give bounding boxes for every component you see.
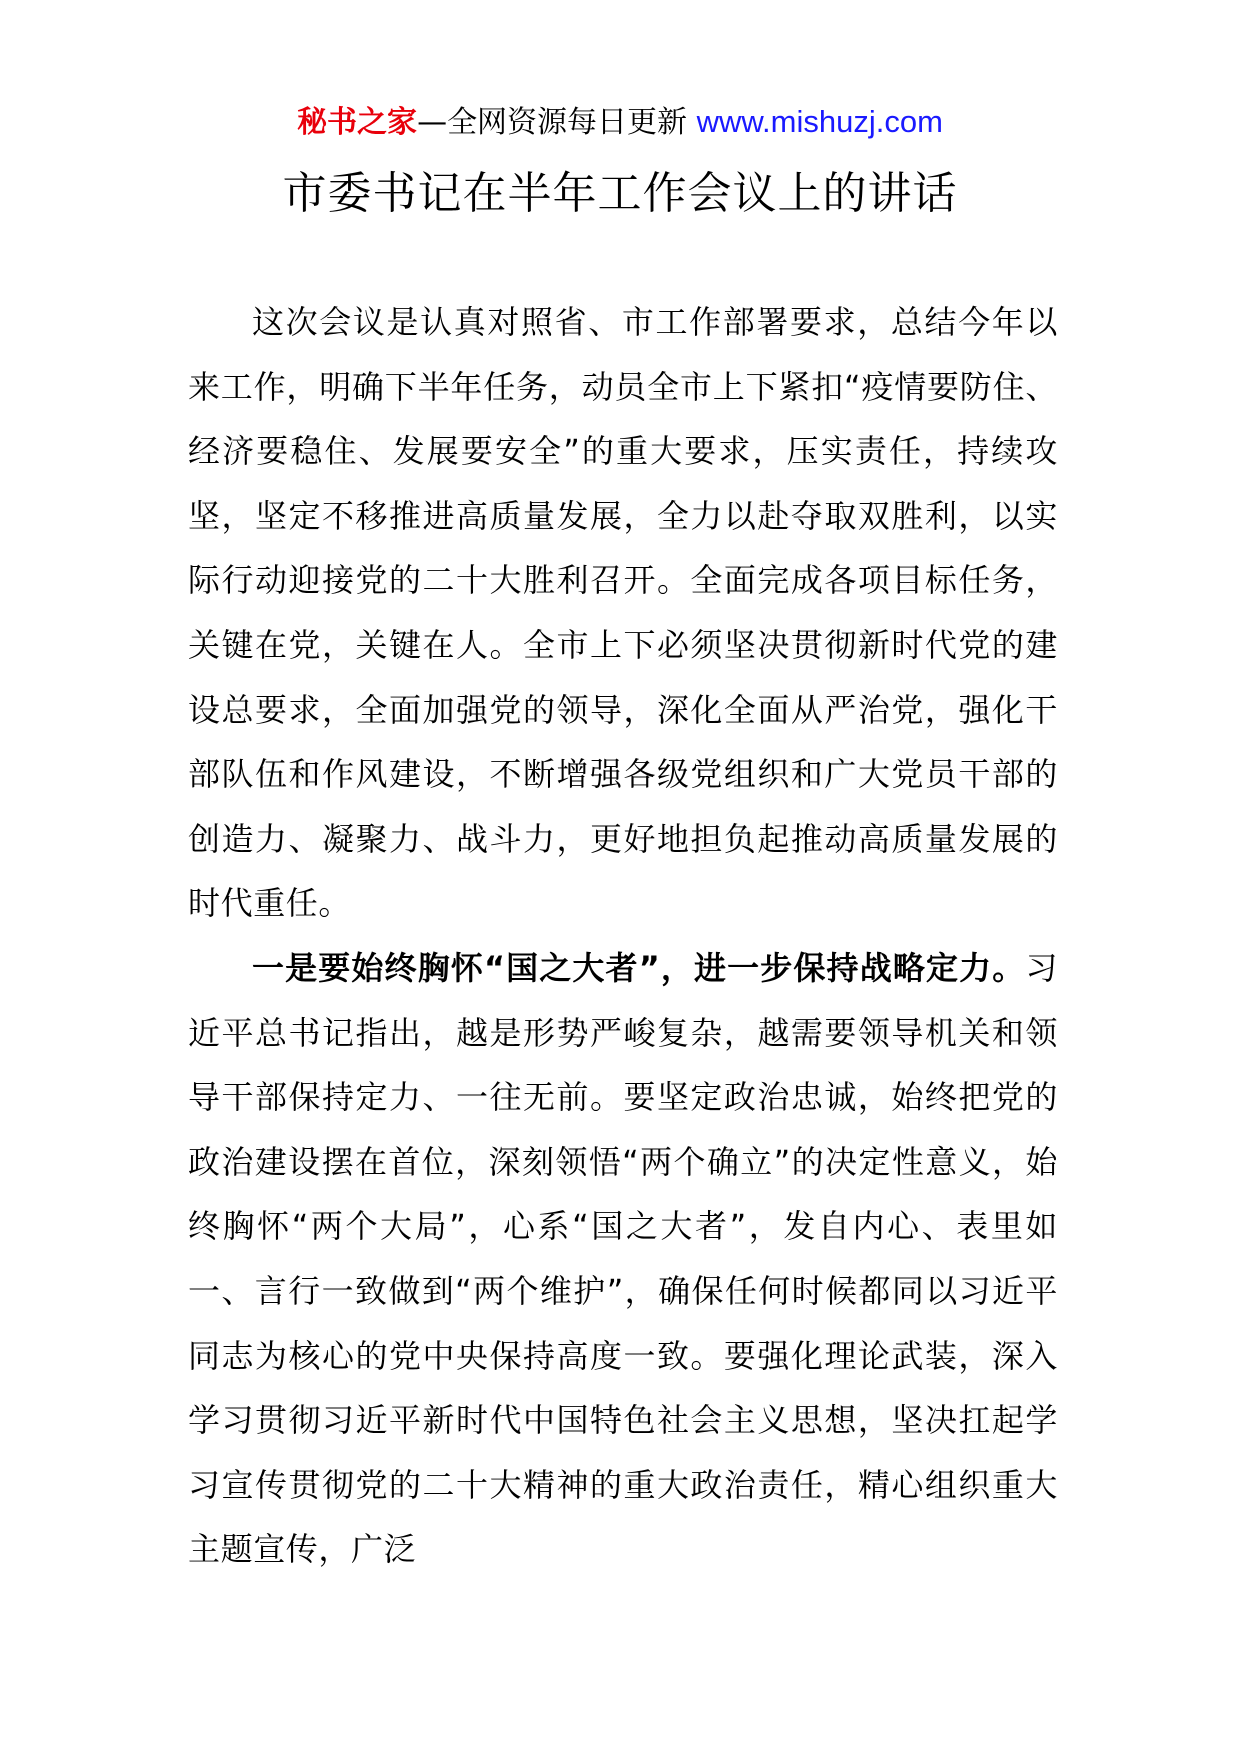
paragraph <box>188 290 1058 936</box>
paragraph-text: 这次会议是认真对照省、市工作部署要求，总结今年以来工作，明确下半年任务，动员全市上下紧扣“疫情要防住、经济要稳住、发展要安全”的重大要求，压实责任，持续攻坚，坚定不移推进高质量发展，全力以赴夺取双胜利，以实际行动迎接党的二十大胜利召开。全面完成各项目标任务，关键在党，关键在人。全市上下必须坚决贯彻新时代党的建设总要求，全面加强党的领导，深化全面从严治党，强化干部队伍和作风建设，不断增强各级党组织和广大党员干部的创造力、凝聚力、战斗力，更好地担负起推动高质量发展的时代重任。 <box>188 303 1058 923</box>
document-body <box>188 290 1058 1582</box>
paragraph-lead: 一是要始终胸怀“国之大者”，进一步保持战略定力。 <box>252 948 1026 987</box>
paragraph-text: 习近平总书记指出，越是形势严峻复杂，越需要领导机关和领导干部保持定力、一往无前。要坚定政治忠诚，始终把党的政治建设摆在首位，深刻领悟“两个确立”的决定性意义，始终胸怀“两个大局”，心系“国之大者”，发自内心、表里如一、言行一致做到“两个维护”，确保任何时候都同以习近平同志为核心的党中央保持高度一致。要强化理论武装，深入学习贯彻习近平新时代中国特色社会主义思想，坚决扛起学习宣传贯彻党的二十大精神的重大政治责任，精心组织重大主题宣传，广泛 <box>188 948 1058 1569</box>
brand-name: 秘书之家 <box>297 105 418 140</box>
site-header <box>0 100 1240 145</box>
header-tagline: —全网资源每日更新 <box>417 105 688 140</box>
paragraph <box>188 936 1058 1582</box>
site-url[interactable]: www.mishuzj.com <box>696 104 943 139</box>
document-title: 市委书记在半年工作会议上的讲话 <box>282 168 958 219</box>
